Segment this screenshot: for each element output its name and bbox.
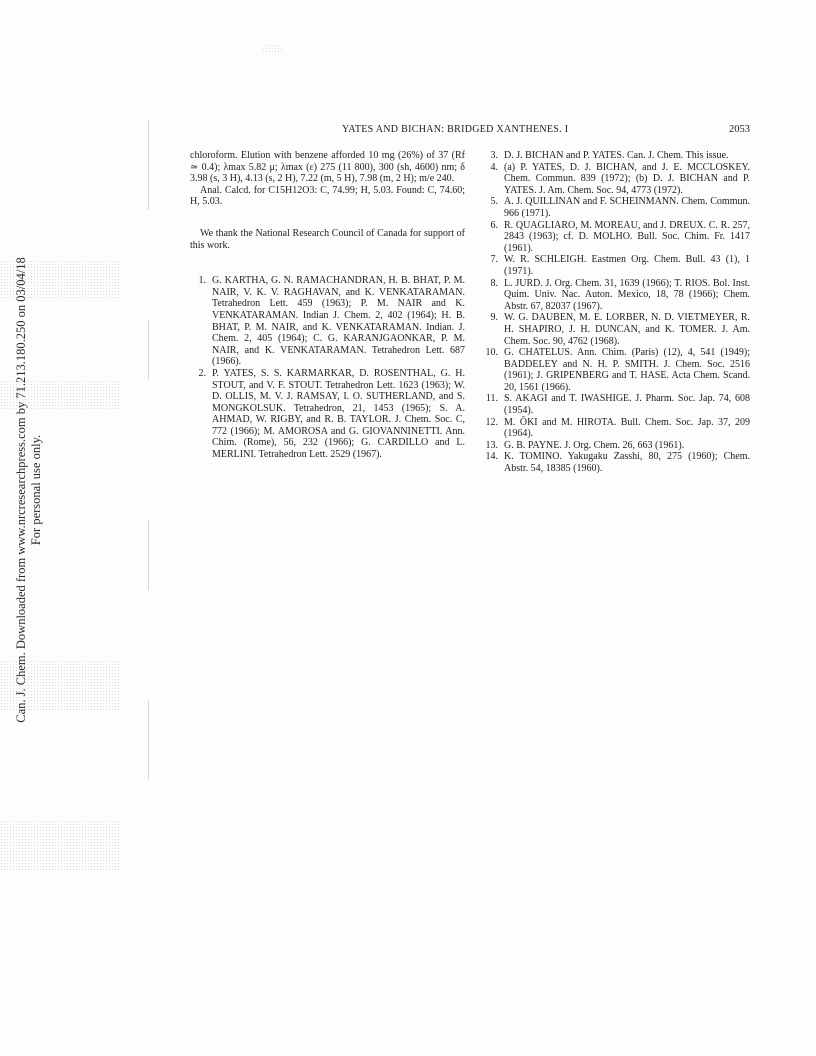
gutter-rule [148, 700, 149, 780]
reference-list [190, 275, 465, 461]
reference-item [482, 393, 750, 416]
reference-number: 8. [490, 277, 498, 289]
reference-item [482, 162, 750, 197]
gutter-rule [148, 520, 149, 590]
watermark-line: Can. J. Chem. Downloaded from www.nrcresearchpress.com by 71.213.180.250 on 03/04/18 [14, 257, 28, 723]
gutter-rule [148, 320, 149, 380]
scan-speck [262, 44, 284, 54]
reference-item [482, 451, 750, 474]
reference-text: G. B. PAYNE. J. Org. Chem. 26, 663 (1961). [504, 439, 685, 451]
reference-number: 9. [490, 312, 498, 324]
reference-text: (a) P. YATES, D. J. BICHAN, and J. E. MCCLOSKEY. Chem. Commun. 839 (1972); (b) D. J. BICHAN and P. YATES. J. Am. Chem. Soc. 94, 4773 (1972). [504, 161, 750, 196]
page-header [190, 124, 750, 138]
reference-text: L. JURD. J. Org. Chem. 31, 1639 (1966); T. RIOS. Bol. Inst. Quim. Univ. Nac. Auton. Mexico, 18, 78 (1966); Chem. Abstr. 67, 82037 (1967). [504, 277, 750, 312]
analysis-paragraph: Anal. Calcd. for C15H12O3: C, 74.99; H, 5.03. Found: C, 74.60; H, 5.03. [190, 184, 465, 208]
reference-number: 2. [198, 367, 206, 379]
reference-text: W. G. DAUBEN, M. E. LORBER, N. D. VIETMEYER, R. H. SHAPIRO, J. H. DUNCAN, and K. TOMER. J. Am. Chem. Soc. 90, 4762 (1968). [504, 312, 750, 347]
reference-item [482, 440, 750, 452]
reference-number: 5. [490, 196, 498, 208]
reference-text: R. QUAGLIARO, M. MOREAU, and J. DREUX. C. R. 257, 2843 (1963); cf. D. MOLHO. Bull. Soc. Chim. Fr. 1417 (1961). [504, 219, 750, 254]
acknowledgement: We thank the National Research Council of Canada for support of this work. [190, 227, 465, 251]
reference-number: 3. [490, 150, 498, 161]
reference-item [482, 278, 750, 313]
right-column [482, 150, 750, 475]
reference-text: A. J. QUILLINAN and F. SCHEINMANN. Chem. Commun. 966 (1971). [504, 196, 750, 219]
reference-number: 14. [485, 451, 498, 463]
reference-text: G. CHATELUS. Ann. Chim. (Paris) (12), 4, 541 (1949); BADDELEY and N. H. P. SMITH. J. Chem. Soc. 2516 (1961); J. GRIPENBERG and T. HASE. Acta Chem. Scand. 20, 1561 (1966). [504, 347, 750, 393]
reference-text: S. AKAGI and T. IWASHIGE. J. Pharm. Soc. Jap. 74, 608 (1954). [504, 393, 750, 417]
reference-text: M. ŌKI and M. HIROTA. Bull. Chem. Soc. Jap. 37, 209 (1964). [504, 416, 750, 440]
reference-item [482, 196, 750, 219]
reference-number: 13. [485, 439, 498, 451]
watermark-line: For personal use only. [29, 434, 43, 546]
reference-item [482, 150, 750, 162]
experimental-paragraph: chloroform. Elution with benzene afforded 10 mg (26%) of 37 (Rf ≃ 0.4); λmax 5.82 μ; λmax (ε) 275 (11 800), 300 (sh, 4600) nm; δ 3.98 (s, 3 H), 4.13 (s, 2 H), 7.22 (m, 5 H), 7.98 (m, 2 H); m/e 240. [190, 150, 465, 185]
reference-number: 4. [490, 161, 498, 173]
reference-number: 6. [490, 219, 498, 231]
reference-text: W. R. SCHLEIGH. Eastmen Org. Chem. Bull. 43 (1), 1 (1971). [504, 254, 750, 277]
reference-text: D. J. BICHAN and P. YATES. Can. J. Chem. This issue. [504, 150, 729, 161]
reference-number: 1. [198, 275, 206, 287]
reference-item [482, 347, 750, 393]
page-number: 2053 [729, 124, 750, 135]
reference-number: 7. [490, 254, 498, 266]
reference-text: G. KARTHA, G. N. RAMACHANDRAN, H. B. BHAT, P. M. NAIR, V. K. V. RAGHAVAN, and K. VENKATARAMAN. Tetrahedron Lett. 459 (1963); P. M. NAIR and K. VENKATARAMAN. Indian J. Chem. 2, 402 (1964); H. B. BHAT, P. M. NAIR, and K. VENKATARAMAN. Indian. J. Chem. 2, 405 (1964); C. G. KARANJGAONKAR, P. M. NAIR, and K. VENKATARAMAN. Tetrahedron Lett. 687 (1966). [212, 275, 465, 368]
reference-text: P. YATES, S. S. KARMARKAR, D. ROSENTHAL, G. H. STOUT, and V. F. STOUT. Tetrahedron Lett. 1623 (1963); W. D. OLLIS, M. V. J. RAMSAY, I. O. SUTHERLAND, and S. MONGKOLSUK. Tetrahedron, 21, 1453 (1965); S. A. AHMAD, W. RIGBY, and R. B. TAYLOR. J. Chem. Soc. C, 772 (1966); M. AMOROSA and G. GIOVANNINETTI. Ann. Chim. (Rome), 56, 232 (1966); G. CARDILLO and L. MERLINI. Tetrahedron Lett. 2529 (1967). [212, 367, 465, 461]
reference-item [482, 254, 750, 277]
reference-item [482, 312, 750, 347]
reference-text: K. TOMINO. Yakugaku Zasshi, 80, 275 (1960); Chem. Abstr. 54, 18385 (1960). [504, 451, 750, 475]
reference-number: 10. [485, 347, 498, 359]
reference-item [482, 417, 750, 440]
reference-list [482, 150, 750, 475]
reference-item [482, 220, 750, 255]
left-column [190, 150, 465, 461]
gutter-rule [148, 120, 149, 210]
reference-number: 12. [485, 416, 498, 428]
reference-item [190, 275, 465, 368]
running-title: YATES AND BICHAN: BRIDGED XANTHENES. I [342, 124, 569, 135]
scan-noise-bottom [0, 820, 120, 870]
reference-number: 11. [485, 393, 498, 405]
reference-item [190, 368, 465, 461]
download-watermark [14, 210, 44, 770]
